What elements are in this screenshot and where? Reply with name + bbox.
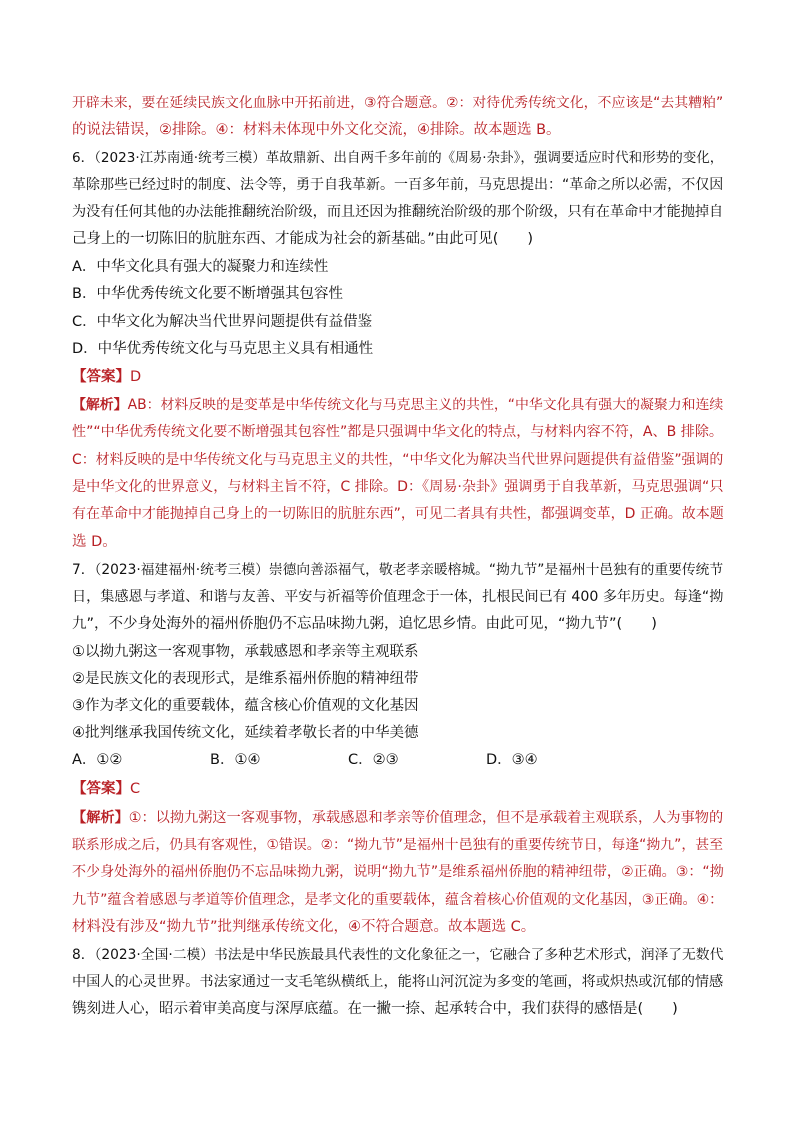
q6-option-b: B．中华优秀传统文化要不断增强其包容性: [72, 286, 343, 302]
q6-option-d: D．中华优秀传统文化与马克思主义具有相通性: [72, 341, 374, 357]
q7-analysis-line: 九节”蕴含着感恩与孝道等价值理念，是孝文化的重要载体，蕴含着核心价值观的文化基因，③正确。④：: [72, 892, 724, 908]
q6-analysis-line: 选 D。: [72, 534, 117, 550]
analysis-text: ①：以拗九粥这一客观事物，承载感恩和孝亲等价值理念，但不是承载着主观联系，人为事物的: [128, 810, 724, 826]
q6-option-a: A．中华文化具有强大的凝聚力和连续性: [72, 259, 329, 275]
q6-stem-line: 己身上的一切陈旧的肮脏东西、才能成为社会的新基础。”由此可见( ): [72, 231, 534, 247]
q6-answer: [72, 367, 141, 387]
q8-stem-line: 中国人的心灵世界。书法家通过一支毛笔纵横纸上，能将山河沉淀为多变的笔画，将或炽热或沉郁的情感: [72, 974, 724, 990]
q7-statement-3: ③作为孝文化的重要载体，蕴含核心价值观的文化基因: [72, 698, 419, 714]
q7-stem-line: 日，集感恩与孝道、和谐与友善、平安与祈福等价值理念于一体，扎根民间已有 400 多年历史。每逢“拗: [72, 589, 724, 605]
prev-analysis-line: 的说法错误，②排除。④：材料未体现中外文化交流，④排除。故本题选 B。: [72, 122, 561, 138]
analysis-label: 【解析】: [72, 397, 128, 413]
answer-label: 【答案】: [72, 781, 130, 797]
q7-choice-b: B．①④: [210, 752, 261, 768]
analysis-text: AB：材料反映的是变革是中华传统文化与马克思主义的共性，“中华文化具有强大的凝聚力和连续: [127, 397, 724, 413]
q8-stem-line: 8．（2023·全国·二模）书法是中华民族最具代表性的文化象征之一，它融合了多种艺术形式，润泽了无数代: [72, 947, 724, 963]
q7-choice-a: A．①②: [72, 752, 123, 768]
q7-statement-1: ①以拗九粥这一客观事物，承载感恩和孝亲等主观联系: [72, 644, 419, 660]
prev-analysis-line: 开辟未来，要在延续民族文化血脉中开拓前进，③符合题意。②：对待优秀传统文化，不应该是“去其糟粕”: [72, 95, 724, 111]
q7-answer: [72, 779, 140, 799]
q6-analysis-line: 性”“中华优秀传统文化要不断增强其包容性”都是只强调中华文化的特点，与材料内容不符，A、B 排除。: [72, 424, 724, 440]
q7-choice-d: D．③④: [486, 752, 538, 768]
q6-stem-line: 革除那些已经过时的制度、法令等，勇于自我革新。一百多年前，马克思提出：“革命之所以必需，不仅因: [72, 177, 724, 193]
q7-analysis-line: 联系形成之后，仍具有客观性，①错误。②：“拗九节”是福州十邑独有的重要传统节日，每逢“拗九”，甚至: [72, 837, 723, 853]
q7-analysis-line: [72, 808, 723, 828]
q7-stem-line: 7．（2023·福建福州·统考三模）崇德向善添福气，敬老孝亲暖榕城。“拗九节”是福州十邑独有的重要传统节: [72, 562, 724, 578]
answer-value: D: [130, 369, 142, 385]
q6-stem-line: 为没有任何其他的办法能推翻统治阶级，而且还因为推翻统治阶级的那个阶级，只有在革命中才能抛掉自: [72, 204, 724, 220]
q8-stem-line: 镌刻进人心，昭示着审美高度与深厚底蕴。在一撇一捺、起承转合中，我们获得的感悟是( ): [72, 1001, 678, 1017]
q6-analysis-line: C：材料反映的是中华传统文化与马克思主义的共性，“中华文化为解决当代世界问题提供有益借鉴”强调的: [72, 452, 724, 468]
q7-stem-line: 九”，不少身处海外的福州侨胞仍不忘品味拗九粥，追忆思乡情。由此可见，“拗九节”( ): [72, 616, 657, 632]
q6-analysis-line: 是中华文化的世界意义，与材料主旨不符，C 排除。D：《周易·杂卦》强调勇于自我革新，马克思强调“只: [72, 479, 724, 495]
q7-analysis-line: 不少身处海外的福州侨胞仍不忘品味拗九粥，说明“拗九节”是维系福州侨胞的精神纽带，②正确。③：“拗: [72, 864, 724, 880]
q6-option-c: C．中华文化为解决当代世界问题提供有益借鉴: [72, 314, 373, 330]
q7-statement-2: ②是民族文化的表现形式，是维系福州侨胞的精神纽带: [72, 671, 419, 687]
q7-choice-c: C．②③: [348, 752, 399, 768]
q7-analysis-line: 材料没有涉及“拗九节”批判继承传统文化，④不符合题意。故本题选 C。: [72, 919, 536, 935]
q6-stem-line: 6．（2023·江苏南通·统考三模）革故鼎新、出自两千多年前的《周易·杂卦》，强调要适应时代和形势的变化，: [72, 150, 724, 166]
q6-analysis-line: 有在革命中才能抛掉自己身上的一切陈旧的肮脏东西”，可见二者具有共性，都强调变革，D 正确。故本题: [72, 506, 724, 522]
answer-label: 【答案】: [72, 369, 130, 385]
answer-value: C: [130, 781, 141, 797]
analysis-label: 【解析】: [72, 810, 129, 826]
q6-analysis-line: [72, 395, 723, 415]
q7-statement-4: ④批判继承我国传统文化，延续着孝敬长者的中华美德: [72, 725, 419, 741]
